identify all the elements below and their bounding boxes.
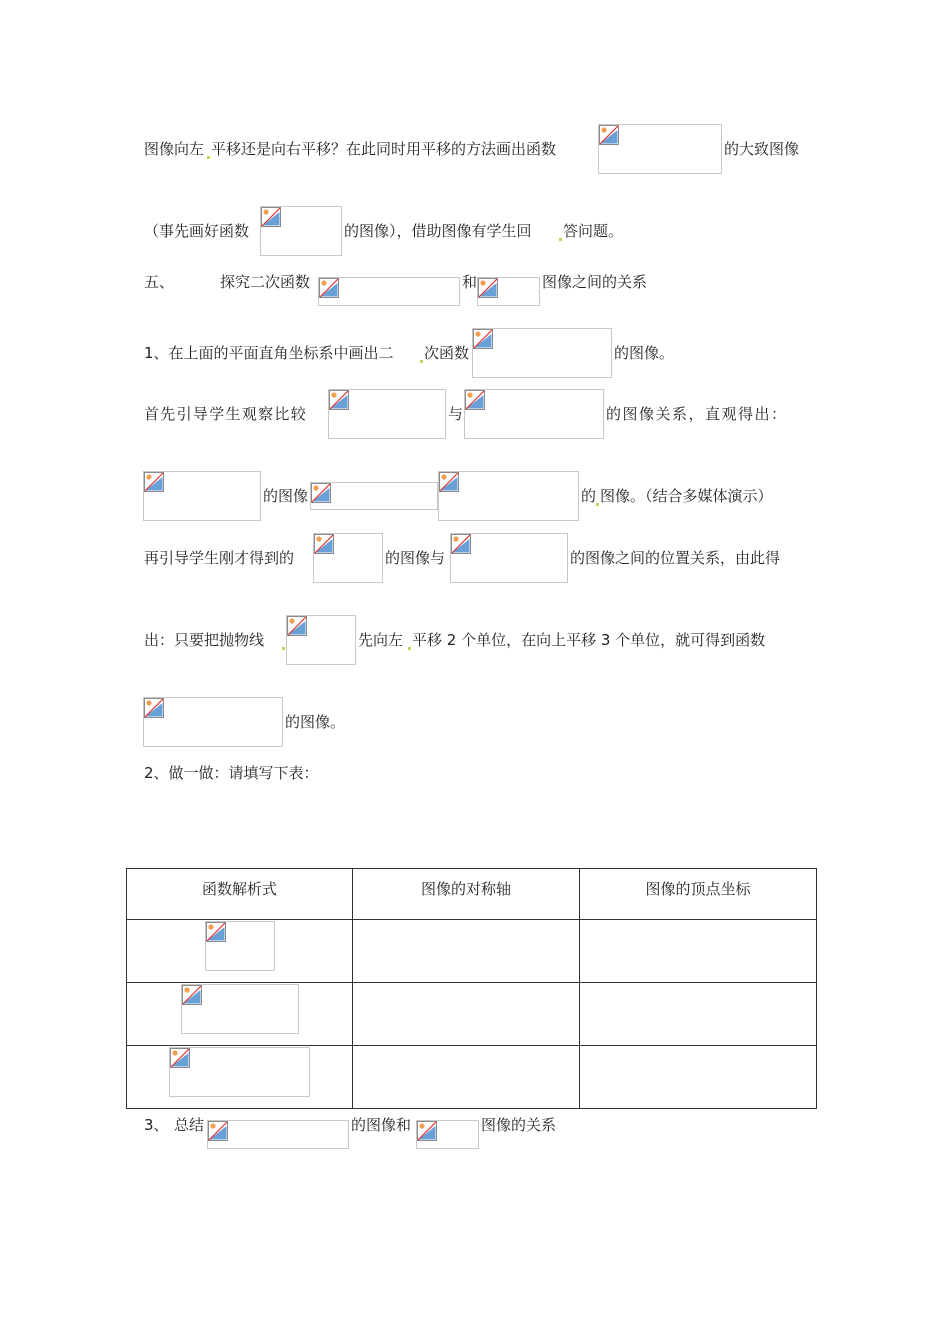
item-text: 的 xyxy=(581,487,597,505)
formula-image-placeholder xyxy=(143,471,261,521)
formula-image-placeholder xyxy=(207,1120,349,1149)
formula-image-placeholder xyxy=(416,1120,479,1149)
table-header-cell: 函数解析式 xyxy=(127,869,353,920)
broken-image-icon xyxy=(329,390,349,410)
item-text: 的图像之间的位置关系，由此得 xyxy=(570,549,781,567)
table-cell xyxy=(127,1046,353,1109)
broken-image-icon xyxy=(465,390,485,410)
item-text: 的图像与 xyxy=(385,549,446,567)
item-text: 图像。（结合多媒体演示） xyxy=(600,487,773,505)
broken-image-icon xyxy=(287,616,307,636)
formula-image-placeholder xyxy=(260,206,342,256)
broken-image-icon xyxy=(478,278,498,298)
item-text: 平移 2 个单位，在向上平移 3 个单位，就可得到函数 xyxy=(412,631,766,649)
fill-in-table xyxy=(126,868,817,1109)
section-heading-text: 和 xyxy=(462,273,478,291)
formula-image-placeholder xyxy=(205,921,275,971)
item3-text: 总结 xyxy=(174,1116,205,1134)
section-heading-text: 探究二次函数 xyxy=(220,273,311,291)
table-row xyxy=(127,920,817,983)
table-cell[interactable] xyxy=(353,1046,580,1109)
table-row xyxy=(127,983,817,1046)
item-text: 先向左 xyxy=(358,631,404,649)
item-text: 的图像 xyxy=(263,487,309,505)
item-text: 的图像。 xyxy=(614,344,675,362)
paragraph-text: 的图像），借助图像有学生回 xyxy=(344,222,532,240)
formula-image-placeholder xyxy=(472,328,612,378)
table-cell xyxy=(127,920,353,983)
table-row xyxy=(127,1046,817,1109)
formula-image-placeholder xyxy=(598,124,722,174)
revision-mark xyxy=(282,647,285,650)
broken-image-icon xyxy=(206,922,226,942)
broken-image-icon xyxy=(144,472,164,492)
broken-image-icon xyxy=(314,534,334,554)
table-cell[interactable] xyxy=(353,983,580,1046)
formula-image-placeholder xyxy=(181,984,299,1034)
revision-mark xyxy=(207,156,210,159)
formula-image-placeholder xyxy=(310,482,438,510)
table-cell[interactable] xyxy=(580,983,817,1046)
broken-image-icon xyxy=(319,278,339,298)
revision-mark xyxy=(408,647,411,650)
broken-image-icon xyxy=(170,1048,190,1068)
formula-image-placeholder xyxy=(438,471,579,521)
formula-image-placeholder xyxy=(464,389,604,439)
item3-text: 的图像和 xyxy=(351,1116,412,1134)
item-text: 出：只要把抛物线 xyxy=(144,631,265,649)
broken-image-icon xyxy=(144,698,164,718)
paragraph-text: 的大致图像 xyxy=(724,140,800,158)
item-text: 首先引导学生观察比较 xyxy=(144,405,308,423)
broken-image-icon xyxy=(261,207,281,227)
formula-image-placeholder xyxy=(328,389,446,439)
paragraph-text: （事先画好函数 xyxy=(144,222,250,240)
table-header-cell: 图像的对称轴 xyxy=(353,869,580,920)
item2-label: 2、做一做：请填写下表： xyxy=(144,764,319,782)
section-number: 五、 xyxy=(144,273,175,291)
item-text: 的图像。 xyxy=(285,713,346,731)
formula-image-placeholder xyxy=(143,697,283,747)
paragraph-text: 答问题。 xyxy=(563,222,624,240)
formula-image-placeholder xyxy=(318,277,460,306)
formula-image-placeholder xyxy=(477,277,540,306)
revision-mark xyxy=(420,360,423,363)
item-text: 再引导学生刚才得到的 xyxy=(144,549,295,567)
item-text: 1、在上面的平面直角坐标系中画出二 xyxy=(144,344,394,362)
formula-image-placeholder xyxy=(450,533,568,583)
broken-image-icon xyxy=(473,329,493,349)
broken-image-icon xyxy=(311,483,331,503)
table-cell[interactable] xyxy=(580,1046,817,1109)
table-cell[interactable] xyxy=(580,920,817,983)
item-text: 次函数 xyxy=(424,344,470,362)
paragraph-text: 平移还是向右平移？在此同时用平移的方法画出函数 xyxy=(211,140,557,158)
broken-image-icon xyxy=(417,1121,437,1141)
broken-image-icon xyxy=(439,472,459,492)
broken-image-icon xyxy=(208,1121,228,1141)
item-text: 的图像关系，直观得出： xyxy=(606,405,788,423)
broken-image-icon xyxy=(451,534,471,554)
formula-image-placeholder xyxy=(286,615,356,665)
broken-image-icon xyxy=(599,125,619,145)
formula-image-placeholder xyxy=(169,1047,310,1097)
table-cell xyxy=(127,983,353,1046)
table-cell[interactable] xyxy=(353,920,580,983)
revision-mark xyxy=(596,503,599,506)
item3-text: 图像的关系 xyxy=(481,1116,557,1134)
formula-image-placeholder xyxy=(313,533,383,583)
table-header-row xyxy=(127,869,817,920)
broken-image-icon xyxy=(182,985,202,1005)
item3-number: 3、 xyxy=(144,1116,169,1134)
table-header-cell: 图像的顶点坐标 xyxy=(580,869,817,920)
paragraph-text: 图像向左 xyxy=(144,140,205,158)
revision-mark xyxy=(559,238,562,241)
item-text: 与 xyxy=(448,405,464,423)
section-heading-text: 图像之间的关系 xyxy=(542,273,648,291)
